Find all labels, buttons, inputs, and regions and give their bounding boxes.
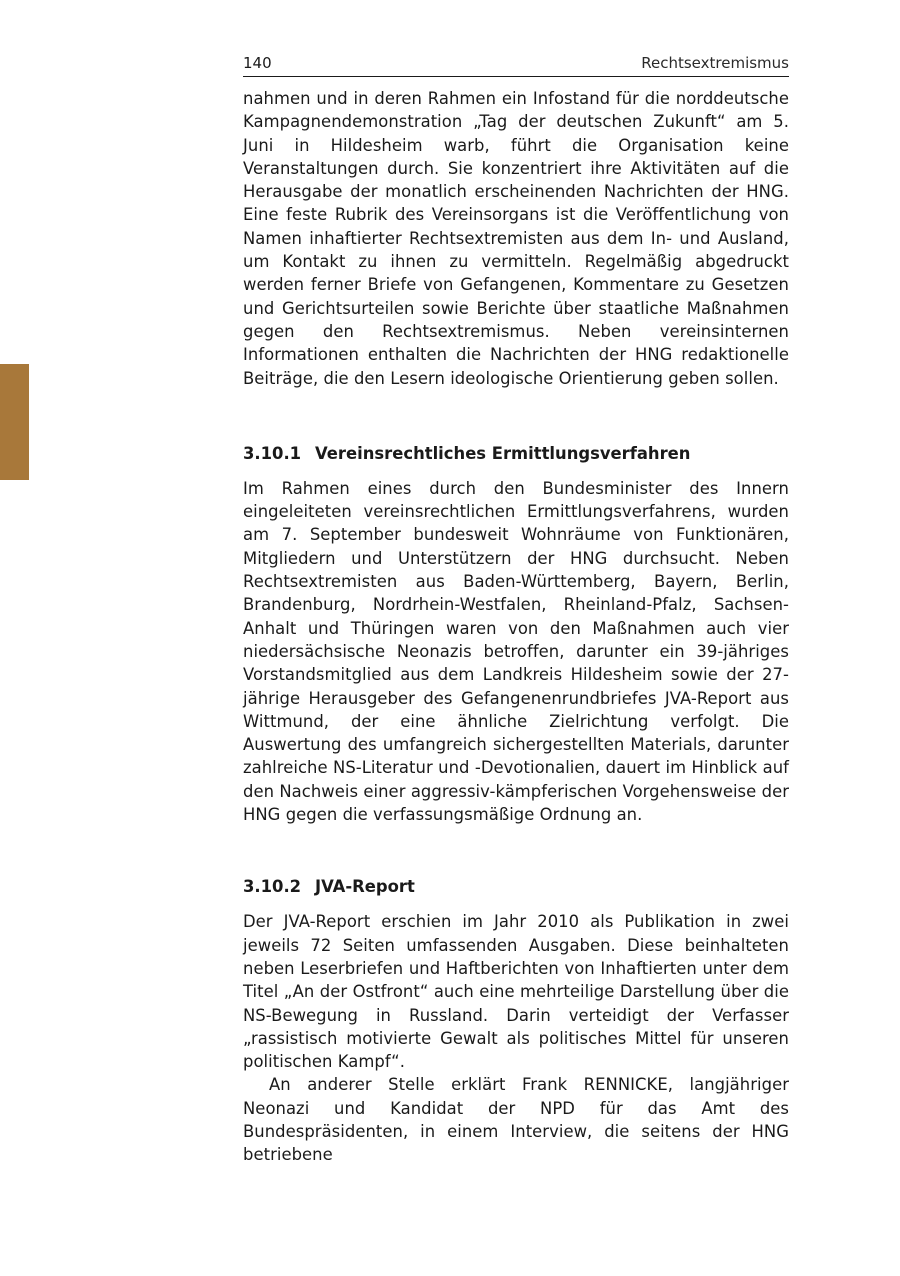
section-jva-report [243, 875, 789, 1166]
intro-paragraph: nahmen und in deren Rahmen ein Infostand für die norddeutsche Kampagnendemonstration „Tag der deutschen Zukunft“ am 5. Juni in Hildesheim warb, führt die Organisation keine Veranstaltungen durch. Sie konzentriert ihre Aktivitäten auf die Herausgabe der monatlich erscheinenden Nachrichten der HNG. Eine feste Rubrik des Vereinsorgans ist die Veröffentlichung von Namen inhaftierter Rechtsextremisten aus dem In- und Ausland, um Kontakt zu ihnen zu vermitteln. Regelmäßig abgedruckt werden ferner Briefe von Gefangenen, Kommentare zu Gesetzen und Gerichtsurteilen sowie Berichte über staatliche Maßnahmen gegen den Rechtsextremismus. Neben vereinsinternen Informationen enthalten die Nachrichten der HNG redaktionelle Beiträge, die den Lesern ideologische Orientierung geben sollen. [243, 89, 789, 388]
section-number: 3.10.1 [243, 443, 302, 463]
section-number: 3.10.2 [243, 877, 302, 897]
section-title: Vereinsrechtliches Ermittlungsverfahren [315, 443, 691, 463]
section-heading [243, 875, 789, 898]
section-vereinsrechtliches-ermittlungsverfahren [243, 442, 789, 826]
page-content [243, 87, 789, 1167]
section-heading [243, 442, 789, 465]
page-number: 140 [243, 54, 272, 72]
page-header [243, 54, 789, 77]
section-paragraph: Der JVA-Report erschien im Jahr 2010 als Publikation in zwei jeweils 72 Seiten umfassenden Ausgaben. Diese beinhalteten neben Leserbriefen und Haftberichten von Inhaftierten unter dem Titel „An der Ostfront“ auch eine mehrteilige Darstellung über die NS-Bewegung in Russland. Darin verteidigt der Verfasser „rassistisch motivierte Gewalt als politisches Mittel für unseren politischen Kampf“. [243, 912, 789, 1072]
section-title: JVA-Report [315, 877, 415, 897]
section-paragraph: Im Rahmen eines durch den Bundesminister des Innern eingeleiteten vereinsrechtlichen Ermittlungsverfahrens, wurden am 7. September bundesweit Wohnräume von Funktionären, Mitgliedern und Unterstützern der HNG durchsucht. Neben Rechtsextremisten aus Baden-Württemberg, Bayern, Berlin, Brandenburg, Nordrhein-Westfalen, Rheinland-Pfalz, Sachsen-Anhalt und Thüringen waren von den Maßnahmen auch vier niedersächsische Neonazis betroffen, darunter ein 39-jähriges Vorstandsmitglied aus dem Landkreis Hildesheim sowie der 27-jährige Herausgeber des Gefangenenrundbriefes JVA-Report aus Wittmund, der eine ähnliche Zielrichtung verfolgt. Die Auswertung des umfangreich sichergestellten Materials, darunter zahlreiche NS-Literatur und -Devotionalien, dauert im Hinblick auf den Nachweis einer aggressiv-kämpferischen Vorgehensweise der HNG gegen die verfassungsmäßige Ordnung an. [243, 478, 789, 825]
running-head: Rechtsextremismus [641, 54, 789, 72]
chapter-thumb-tab [0, 364, 29, 480]
section-paragraph: An anderer Stelle erklärt Frank RENNICKE, langjähriger Neonazi und Kandidat der NPD für das Amt des Bundespräsidenten, in einem Interview, die seitens der HNG betriebene [243, 1075, 789, 1165]
